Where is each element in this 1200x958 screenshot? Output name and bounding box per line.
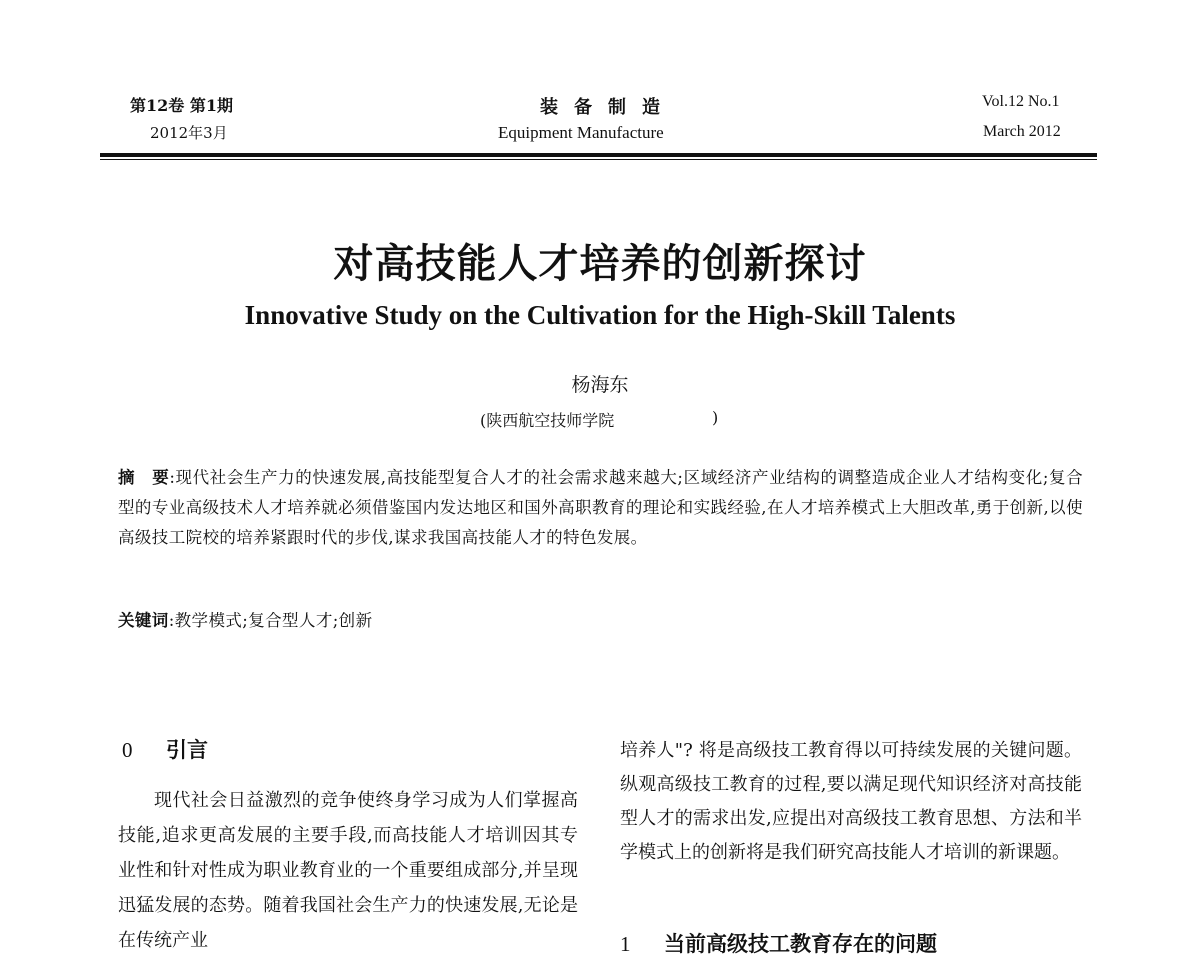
article-title-zh: 对高技能人才培养的创新探讨 xyxy=(333,241,867,287)
volume-issue: 第12卷 第1期 xyxy=(130,96,233,115)
section-number: 0 xyxy=(122,738,133,762)
section-heading-problems xyxy=(620,928,937,958)
section-title: 当前高级技工教育存在的问题 xyxy=(664,932,937,956)
abstract xyxy=(118,463,1083,553)
keywords-text: :教学模式;复合型人才;创新 xyxy=(168,611,373,630)
author-affiliation: (陕西航空技师学院 xyxy=(480,411,615,430)
section-title: 引言 xyxy=(166,738,208,762)
body-paragraph: 现代社会日益激烈的竞争使终身学习成为人们掌握高技能,追求更高发展的主要手段,而高技能人才培训因其专业性和针对性成为职业教育业的一个重要组成部分,并呈现迅猛发展的态势。随着我国社会生产力的快速发展,无论是在传统产业 xyxy=(118,790,578,951)
body-column-left xyxy=(118,783,578,958)
journal-name-zh: 装备制造 xyxy=(540,97,676,118)
date-en: March 2012 xyxy=(983,123,1061,140)
body-paragraph: 培养人"? 将是高级技工教育得以可持续发展的关键问题。纵观高级技工教育的过程,要以满足现代知识经济对高技能型人才的需求出发,应提出对高级技工教育思想、方法和半学模式上的创新将是我们研究高技能人才培训的新课题。 xyxy=(620,740,1082,863)
header-rule-thick xyxy=(100,153,1097,157)
section-number: 1 xyxy=(620,932,631,956)
abstract-text: :现代社会生产力的快速发展,高技能型复合人才的社会需求越来越大;区域经济产业结构的调整造成企业人才结构变化;复合型的专业高级技术人才培养就必须借鉴国内发达地区和国外高职教育的理论和实践经验,在人才培养模式上大胆改革,勇于创新,以使高级技工院校的培养紧跟时代的步伐,谋求我国高技能人才的特色发展。 xyxy=(118,468,1083,547)
section-heading-intro xyxy=(122,734,208,764)
author-name: 杨海东 xyxy=(571,374,629,396)
date-zh: 2012年3月 xyxy=(150,124,228,142)
author-affiliation-close: ) xyxy=(712,408,719,427)
keywords-label: 关键词 xyxy=(118,611,169,630)
abstract-label: 摘 要 xyxy=(118,468,170,487)
header-rule-thin xyxy=(100,159,1097,160)
keywords xyxy=(118,607,372,631)
body-column-right xyxy=(620,734,1082,870)
journal-name-en: Equipment Manufacture xyxy=(498,123,664,142)
volume-en: Vol.12 No.1 xyxy=(982,93,1060,110)
article-title-en: Innovative Study on the Cultivation for the High-Skill Talents xyxy=(244,300,956,330)
